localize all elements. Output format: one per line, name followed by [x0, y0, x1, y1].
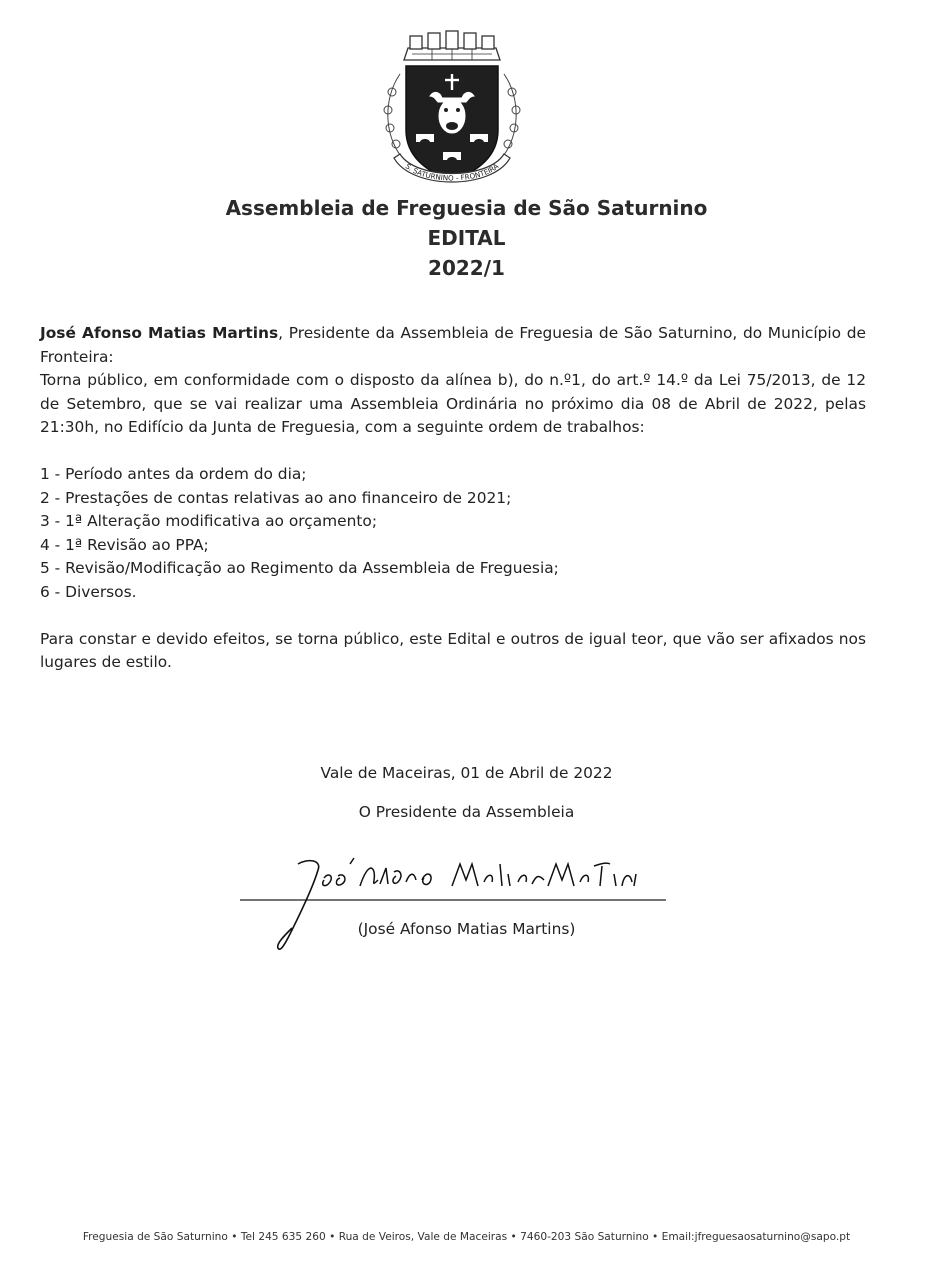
printed-name: (José Afonso Matias Martins) [357, 920, 576, 938]
signatory-role: O Presidente da Assembleia [358, 803, 575, 821]
agenda-item: 1 - Período antes da ordem do dia; [40, 465, 307, 483]
handwritten-signature [238, 850, 668, 960]
footer-contact: Freguesia de São Saturnino • Tel 245 635 260 • Rua de Veiros, Vale de Maceiras • 7460-203 São Saturnino • Email:jfreguesaosaturnino@sapo.pt [82, 1231, 851, 1243]
agenda-item: 6 - Diversos. [40, 582, 137, 601]
intro-text: , Presidente da Assembleia de Freguesia de São Saturnino, do Município de Fronteira: [40, 324, 866, 366]
edital-body [40, 322, 866, 675]
document-header [0, 193, 933, 283]
announcement-paragraph: Torna público, em conformidade com o disposto da alínea b), do n.º1, do art.º 14.º da Lei 75/2013, de 12 de Setembro, que se vai realizar uma Assembleia Ordinária no próximo dia 08 de Abril de 2022, pelas 21:30h, no Edifício da Junta de Freguesia, com a seguinte ordem de trabalhos: [40, 371, 866, 436]
document-type: EDITAL [427, 226, 506, 250]
document-number: 2022/1 [428, 256, 505, 280]
closing-paragraph: Para constar e devido efeitos, se torna público, este Edital e outros de igual teor, que vão ser afixados nos lugares de estilo. [40, 629, 866, 671]
assembly-title: Assembleia de Freguesia de São Saturnino [225, 196, 708, 220]
coat-of-arms-icon [372, 30, 532, 196]
agenda-item: 2 - Prestações de contas relativas ao ano financeiro de 2021; [40, 488, 512, 507]
agenda-item: 4 - 1ª Revisão ao PPA; [40, 535, 209, 554]
place-date: Vale de Maceiras, 01 de Abril de 2022 [320, 764, 613, 782]
agenda-item: 3 - 1ª Alteração modificativa ao orçamento; [40, 512, 378, 530]
author-name: José Afonso Matias Martins [40, 324, 279, 342]
agenda-item: 5 - Revisão/Modificação ao Regimento da Assembleia de Freguesia; [40, 559, 559, 577]
intro-paragraph [40, 322, 866, 369]
crest-ribbon-text: S. SATURNINO - FRONTEIRA [403, 161, 501, 183]
agenda-list [40, 463, 866, 604]
